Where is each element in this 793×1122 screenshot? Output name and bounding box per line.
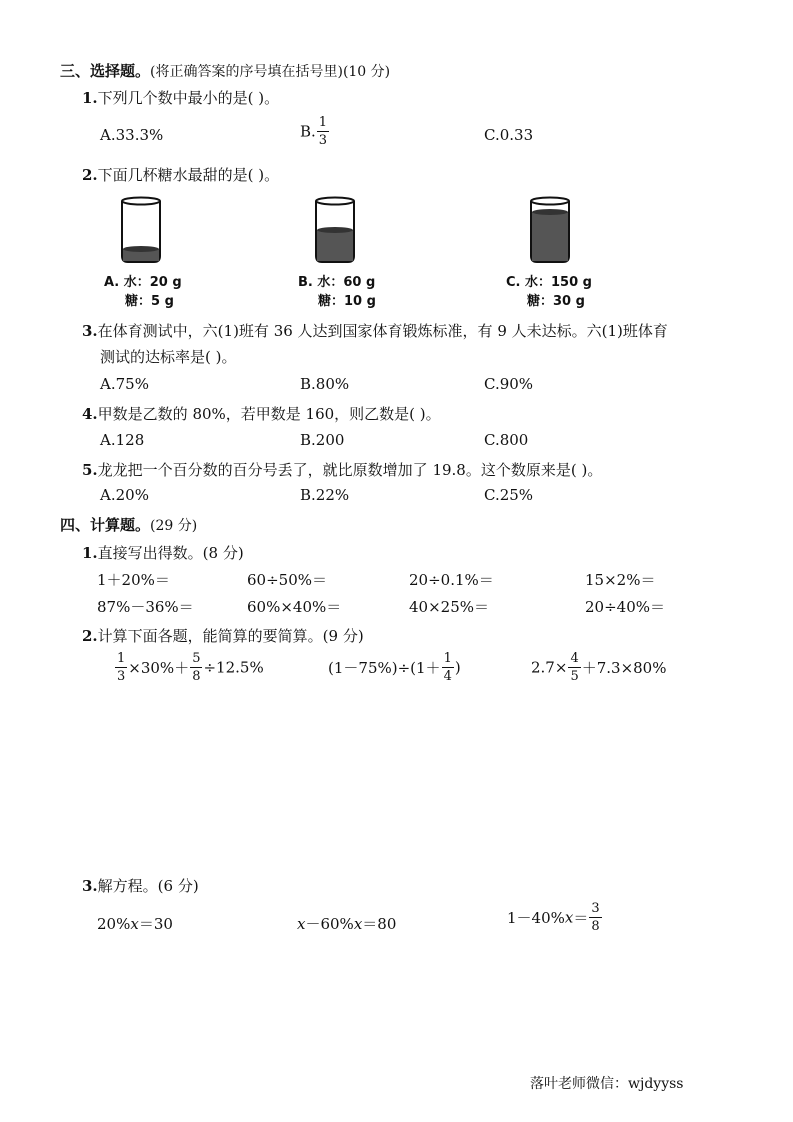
- question-5: [82, 459, 602, 480]
- q3-option-b: B.80%: [300, 375, 350, 393]
- question-4: [82, 403, 441, 424]
- cup-c-water: C. 水：150 g: [506, 275, 592, 290]
- question-1: [82, 87, 279, 108]
- p3-number: 3.: [82, 877, 98, 895]
- problem-3: [82, 875, 199, 896]
- q3-line2: 测试的达标率是( )。: [100, 348, 237, 366]
- q3-option-c: C.90%: [484, 375, 534, 393]
- q4-option-c: C.800: [484, 431, 529, 449]
- q5-option-b: B.22%: [300, 486, 350, 504]
- q4-number: 4.: [82, 405, 98, 423]
- question-2: [82, 164, 279, 185]
- cup-a-water: A. 水：20 g: [104, 275, 182, 290]
- expression-2-head: (1－75%)÷(1＋: [328, 659, 441, 677]
- q5-number: 5.: [82, 461, 98, 479]
- q1-option-b-fraction: [317, 116, 329, 147]
- cup-a-sugar: 糖：5 g: [125, 294, 174, 309]
- q5-option-c: C.25%: [484, 486, 534, 504]
- p1-text: 直接写出得数。(8 分): [97, 544, 244, 562]
- oral-calc-1-4: 15×2%＝: [585, 571, 656, 589]
- fraction-numerator: 1: [443, 651, 452, 666]
- section3-heading: [60, 60, 390, 81]
- cup-b-sugar: 糖：10 g: [318, 294, 376, 309]
- section4-note: (29 分): [150, 518, 198, 534]
- fraction-denominator: 8: [591, 919, 600, 934]
- q1-option-a: A.33.3%: [100, 126, 164, 144]
- expression-1: [114, 652, 264, 683]
- oral-calc-2-3: 40×25%＝: [409, 598, 489, 616]
- expression-1-fraction-1: [115, 652, 127, 683]
- fraction-numerator: 5: [192, 651, 201, 666]
- p2-number: 2.: [82, 627, 98, 645]
- q3-option-a: A.75%: [100, 375, 149, 393]
- equation-2: [297, 913, 396, 934]
- equation-3-fraction: [589, 902, 601, 933]
- question-3: [82, 320, 668, 341]
- problem-1: [82, 542, 244, 563]
- q1-option-b: [300, 116, 330, 147]
- oral-calc-2-2: 60%×40%＝: [247, 598, 342, 616]
- equation-1: [97, 913, 173, 934]
- equation-1-coef: 20%: [97, 915, 131, 933]
- equation-2-var-1: x: [297, 915, 306, 933]
- oral-calc-1-2: 60÷50%＝: [247, 571, 327, 589]
- p1-number: 1.: [82, 544, 98, 562]
- q1-text: 下列几个数中最小的是( )。: [97, 89, 280, 107]
- p3-text: 解方程。(6 分): [97, 877, 199, 895]
- fraction-denominator: 4: [443, 669, 452, 684]
- fraction-numerator: 1: [117, 651, 126, 666]
- cup-b-illustration: [312, 196, 358, 266]
- problem-2: [82, 625, 364, 646]
- oral-calc-1-1: 1＋20%＝: [97, 571, 170, 589]
- oral-calc-2-1: 87%－36%＝: [97, 598, 194, 616]
- expression-1-fraction-2: [190, 652, 202, 683]
- q3-line1: 在体育测试中，六(1)班有 36 人达到国家体育锻炼标准，有 9 人未达标。六(1)班体育: [97, 322, 668, 340]
- q1-option-b-prefix: B.: [300, 122, 316, 141]
- expression-2-fraction: [442, 652, 454, 683]
- fraction-denominator: 5: [570, 669, 579, 684]
- oral-calc-2-4: 20÷40%＝: [585, 598, 665, 616]
- expression-1-mid: ×30%＋: [128, 659, 190, 677]
- section3-note: (将正确答案的序号填在括号里)(10 分): [150, 64, 391, 80]
- equation-1-rhs: ＝30: [138, 915, 173, 933]
- fraction-numerator: 1: [318, 115, 328, 130]
- fraction-numerator: 4: [570, 651, 579, 666]
- q3-number: 3.: [82, 322, 98, 340]
- q4-option-b: B.200: [300, 431, 345, 449]
- section4-title: 四、计算题。: [60, 516, 151, 534]
- equation-3-lhs: 1－40%: [507, 909, 565, 927]
- expression-3-head: 2.7×: [531, 658, 568, 677]
- equation-3-var: x: [564, 908, 574, 927]
- section4-heading: [60, 514, 197, 535]
- cup-a-illustration: [118, 196, 164, 266]
- q1-option-c: C.0.33: [484, 126, 534, 144]
- oral-calc-1-3: 20÷0.1%＝: [409, 571, 494, 589]
- equation-3-equals: ＝: [573, 909, 589, 927]
- equation-1-var: x: [130, 915, 139, 933]
- expression-3: [531, 652, 666, 683]
- fraction-denominator: 3: [318, 133, 328, 148]
- q5-option-a: A.20%: [100, 486, 149, 504]
- q4-option-a: A.128: [100, 431, 145, 449]
- expression-2-tail: ): [454, 658, 461, 677]
- q5-text: 龙龙把一个百分数的百分号丢了，就比原数增加了 19.8。这个数原来是( )。: [97, 461, 603, 479]
- expression-1-tail: ÷12.5%: [203, 658, 264, 677]
- expression-3-fraction: [568, 652, 580, 683]
- p2-text: 计算下面各题，能简算的要简算。(9 分): [97, 627, 364, 645]
- q2-number: 2.: [82, 166, 98, 184]
- equation-2-rhs: ＝80: [362, 915, 397, 933]
- cup-c-sugar: 糖：30 g: [527, 294, 585, 309]
- section3-title: 三、选择题。: [60, 62, 151, 80]
- cup-c-illustration: [527, 196, 573, 266]
- q4-text: 甲数是乙数的 80%，若甲数是 160，则乙数是( )。: [97, 405, 441, 423]
- fraction-numerator: 3: [591, 901, 600, 916]
- equation-2-var-2: x: [353, 915, 363, 933]
- fraction-denominator: 3: [117, 669, 126, 684]
- cup-b-water: B. 水：60 g: [298, 275, 376, 290]
- expression-2: [328, 652, 461, 683]
- q1-number: 1.: [82, 89, 98, 107]
- equation-3: [507, 902, 603, 933]
- q2-text: 下面几杯糖水最甜的是( )。: [97, 166, 280, 184]
- fraction-denominator: 8: [192, 669, 201, 684]
- equation-2-coef: －60%: [305, 915, 354, 933]
- expression-3-tail: ＋7.3×80%: [581, 659, 667, 677]
- footer-contact: 落叶老师微信：wjdyyss: [530, 1076, 684, 1092]
